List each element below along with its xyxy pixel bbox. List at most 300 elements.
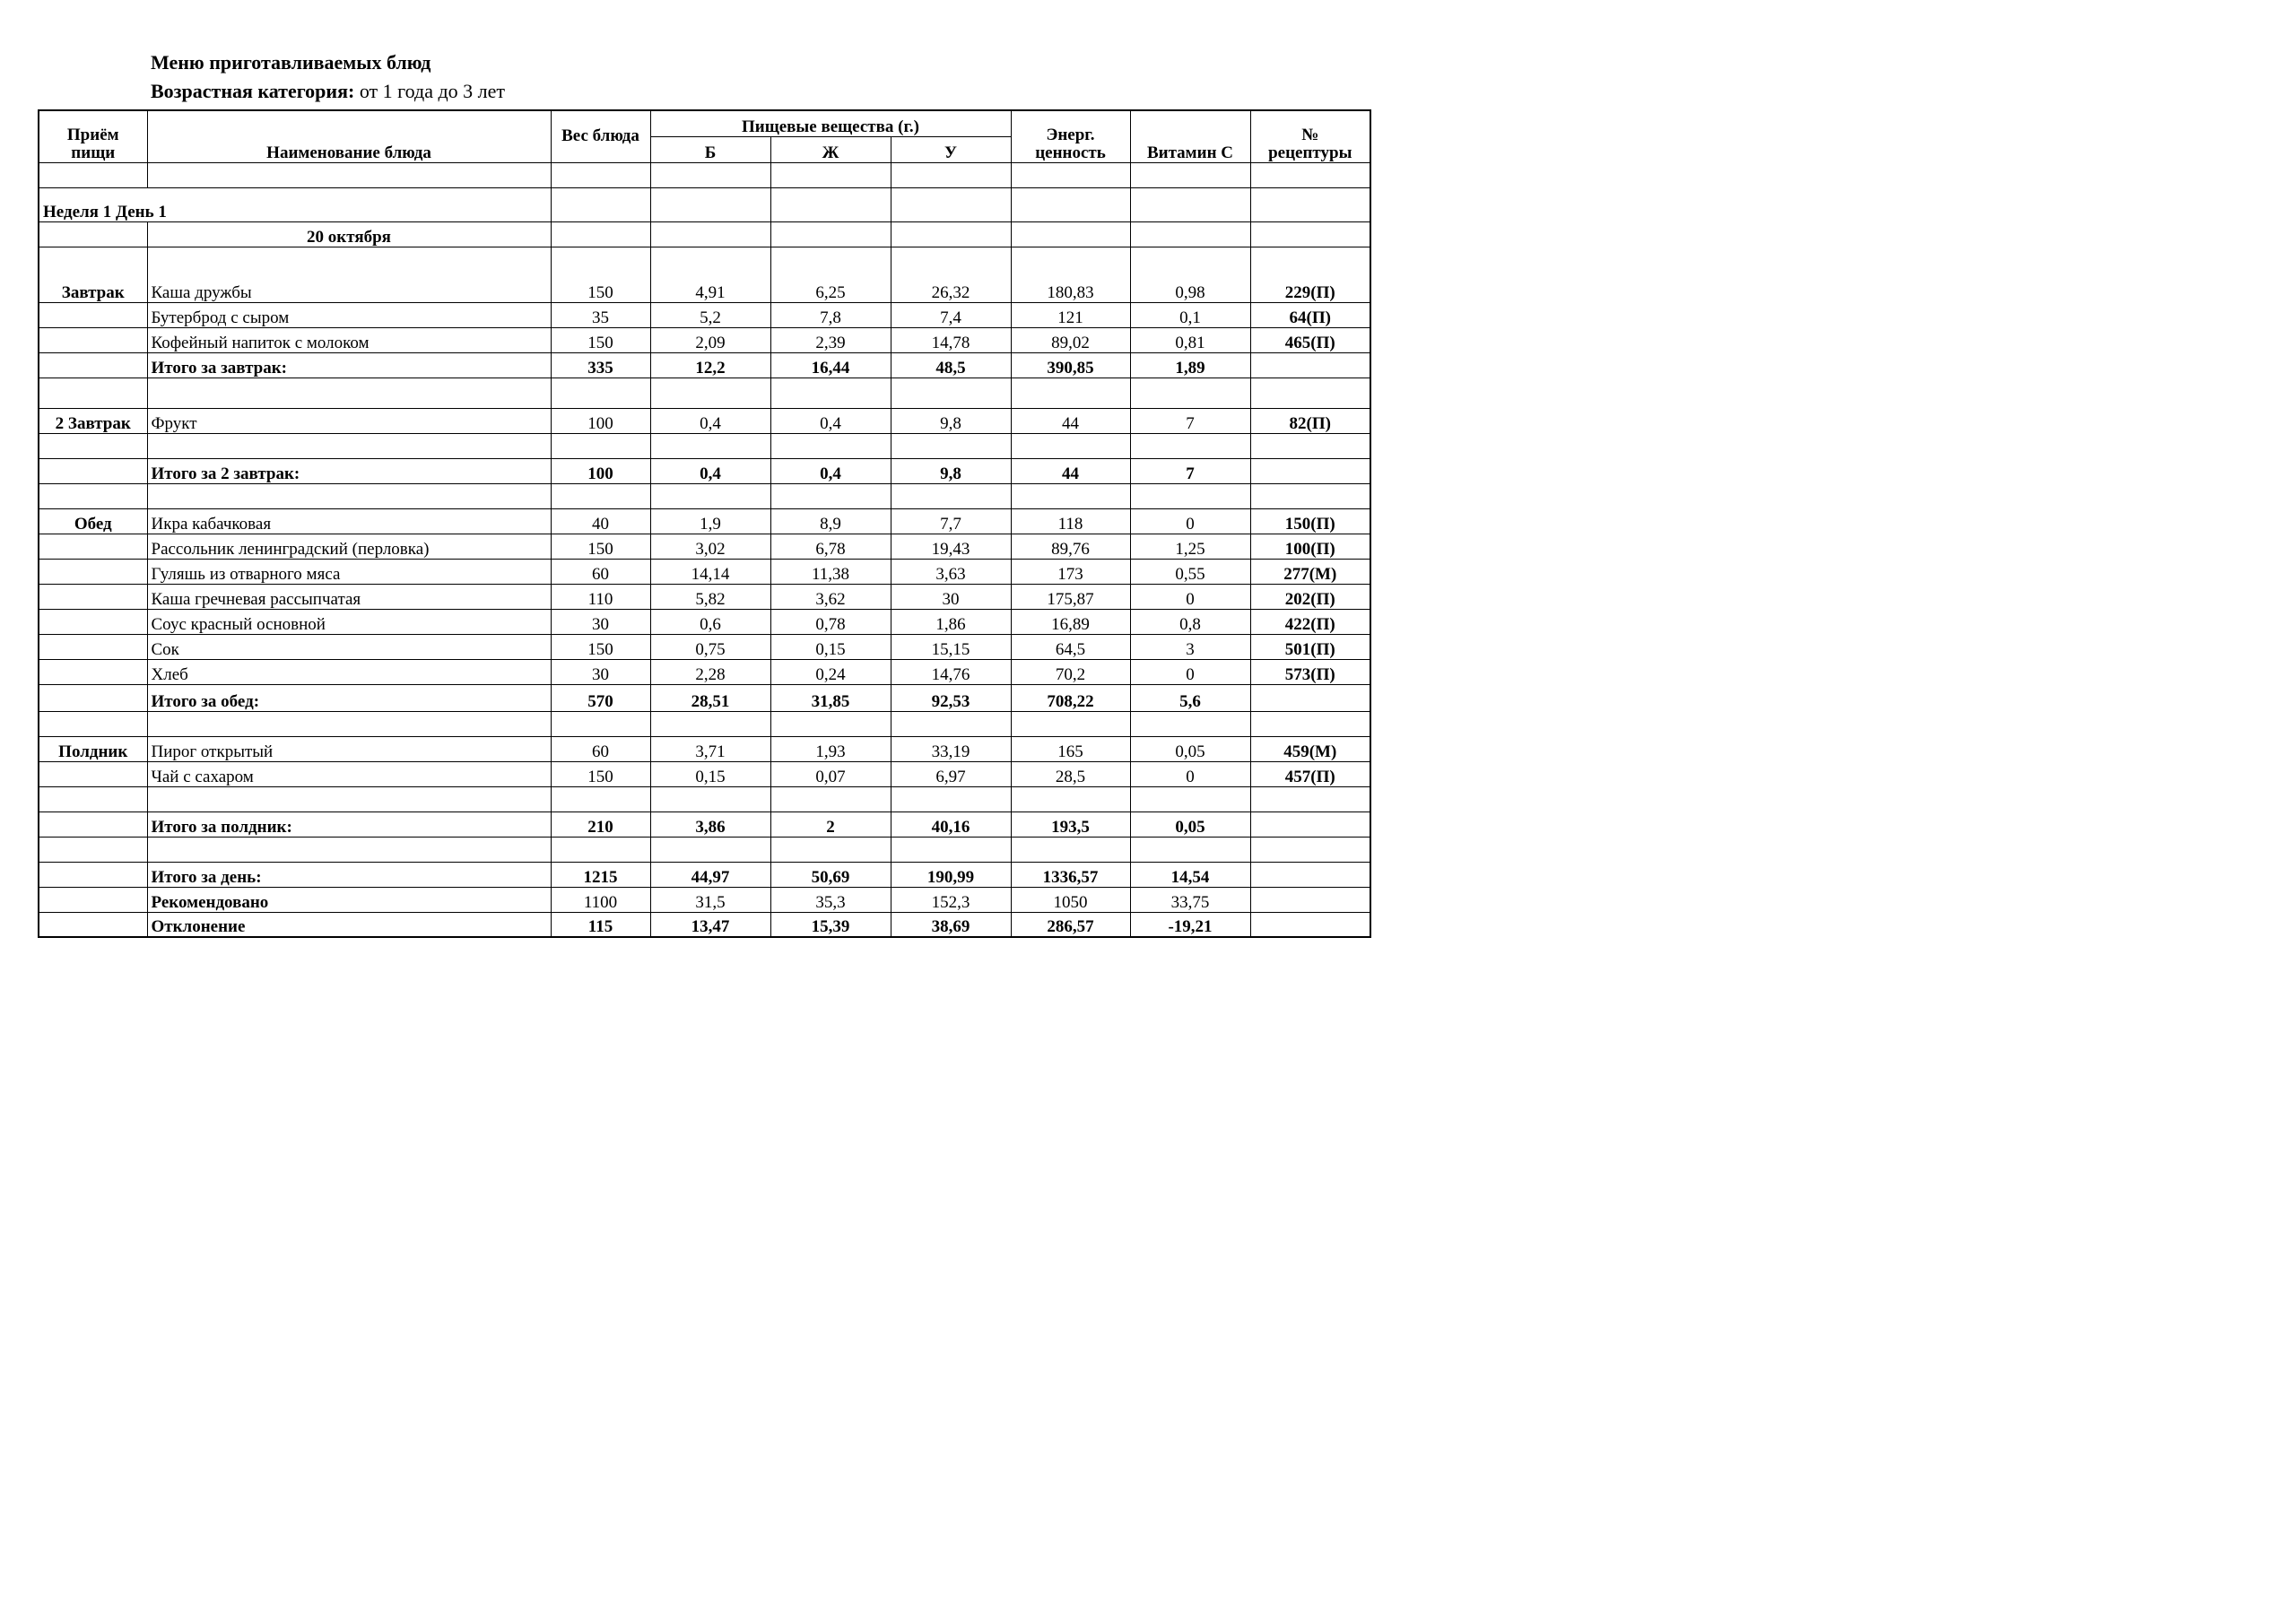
table-row: [39, 584, 1370, 609]
table-cell: 33,75: [1130, 887, 1250, 912]
table-cell: 50,69: [770, 862, 891, 887]
table-cell: 277(М): [1250, 559, 1370, 584]
document-title: Меню приготавливаемых блюд: [151, 51, 431, 74]
table-cell: 465(П): [1250, 327, 1370, 352]
table-cell: 60: [551, 559, 650, 584]
total-row: [39, 812, 1370, 837]
table-cell: 0: [1130, 584, 1250, 609]
header-dish: Наименование блюда: [147, 110, 551, 162]
empty-cell: [650, 378, 770, 408]
empty-cell: [551, 711, 650, 736]
table-cell: 0: [1130, 508, 1250, 534]
table-cell: 1,86: [891, 609, 1011, 634]
table-cell: 708,22: [1011, 684, 1130, 711]
table-row: [39, 508, 1370, 534]
table-cell: 33,19: [891, 736, 1011, 761]
empty-cell: [39, 887, 147, 912]
empty-cell: [1250, 711, 1370, 736]
table-cell: 3,63: [891, 559, 1011, 584]
empty-cell: [770, 378, 891, 408]
table-cell: 0,8: [1130, 609, 1250, 634]
empty-cell: [39, 162, 147, 187]
table-cell: 150: [551, 247, 650, 302]
empty-cell: [39, 837, 147, 862]
table-cell: 0,4: [770, 408, 891, 433]
empty-cell: [39, 684, 147, 711]
empty-cell: [770, 221, 891, 247]
table-cell: 3,71: [650, 736, 770, 761]
table-cell: Каша гречневая рассыпчатая: [147, 584, 551, 609]
empty-row: [39, 378, 1370, 408]
table-cell: 175,87: [1011, 584, 1130, 609]
empty-cell: [1130, 221, 1250, 247]
table-cell: 13,47: [650, 912, 770, 937]
empty-cell: [39, 812, 147, 837]
table-cell: 31,5: [650, 887, 770, 912]
empty-cell: [1250, 352, 1370, 378]
table-cell: 173: [1011, 559, 1130, 584]
empty-cell: [770, 837, 891, 862]
table-cell: Итого за день:: [147, 862, 551, 887]
table-cell: 38,69: [891, 912, 1011, 937]
total-row: [39, 684, 1370, 711]
meal-label: Завтрак: [39, 247, 147, 302]
day-total-row: [39, 862, 1370, 887]
table-cell: 7: [1130, 408, 1250, 433]
table-cell: 11,38: [770, 559, 891, 584]
table-cell: 40,16: [891, 812, 1011, 837]
table-cell: 2,28: [650, 659, 770, 684]
table-cell: 30: [551, 659, 650, 684]
empty-cell: [1130, 711, 1250, 736]
table-cell: 0,4: [650, 458, 770, 483]
table-cell: Итого за 2 завтрак:: [147, 458, 551, 483]
table-cell: Пирог открытый: [147, 736, 551, 761]
table-cell: 1215: [551, 862, 650, 887]
empty-cell: [39, 433, 147, 458]
table-cell: Гуляшь из отварного мяса: [147, 559, 551, 584]
empty-cell: [39, 584, 147, 609]
header-energy: Энерг. ценность: [1011, 110, 1130, 162]
empty-cell: [39, 659, 147, 684]
table-cell: Чай с сахаром: [147, 761, 551, 786]
empty-cell: [1250, 433, 1370, 458]
empty-cell: [39, 534, 147, 559]
empty-cell: [1250, 221, 1370, 247]
table-cell: 229(П): [1250, 247, 1370, 302]
table-cell: 44: [1011, 458, 1130, 483]
empty-cell: [39, 912, 147, 937]
table-cell: 6,25: [770, 247, 891, 302]
recommended-row: [39, 887, 1370, 912]
table-cell: 7,8: [770, 302, 891, 327]
empty-cell: [1011, 837, 1130, 862]
table-cell: 64,5: [1011, 634, 1130, 659]
table-cell: 12,2: [650, 352, 770, 378]
table-cell: 0,78: [770, 609, 891, 634]
table-cell: 14,76: [891, 659, 1011, 684]
table-cell: 1,89: [1130, 352, 1250, 378]
table-row: [39, 247, 1370, 302]
table-cell: Кофейный напиток с молоком: [147, 327, 551, 352]
empty-cell: [39, 483, 147, 508]
table-cell: 28,51: [650, 684, 770, 711]
empty-cell: [1011, 378, 1130, 408]
table-cell: 121: [1011, 302, 1130, 327]
header-nutrients: Пищевые вещества (г.): [650, 110, 1011, 136]
empty-cell: [39, 302, 147, 327]
table-cell: 0,1: [1130, 302, 1250, 327]
table-cell: 30: [551, 609, 650, 634]
table-cell: 8,9: [770, 508, 891, 534]
empty-cell: [551, 162, 650, 187]
empty-row: [39, 483, 1370, 508]
table-cell: 335: [551, 352, 650, 378]
table-row: [39, 659, 1370, 684]
empty-row: [39, 433, 1370, 458]
table-cell: 9,8: [891, 458, 1011, 483]
table-cell: 9,8: [891, 408, 1011, 433]
table-cell: 150: [551, 327, 650, 352]
table-cell: 190,99: [891, 862, 1011, 887]
table-row: [39, 559, 1370, 584]
total-row: [39, 458, 1370, 483]
empty-cell: [1130, 433, 1250, 458]
empty-cell: [770, 187, 891, 221]
table-cell: 0,4: [770, 458, 891, 483]
empty-row: [39, 711, 1370, 736]
table-cell: Рассольник ленинградский (перловка): [147, 534, 551, 559]
table-cell: 0,05: [1130, 736, 1250, 761]
table-cell: 92,53: [891, 684, 1011, 711]
table-cell: 2,39: [770, 327, 891, 352]
deviation-row: [39, 912, 1370, 937]
table-cell: Сок: [147, 634, 551, 659]
table-cell: 44: [1011, 408, 1130, 433]
age-category: [151, 79, 505, 104]
empty-cell: [650, 711, 770, 736]
table-cell: 2,09: [650, 327, 770, 352]
table-cell: 152,3: [891, 887, 1011, 912]
table-cell: 0,15: [770, 634, 891, 659]
table-cell: 286,57: [1011, 912, 1130, 937]
table-cell: 15,39: [770, 912, 891, 937]
table-cell: 35: [551, 302, 650, 327]
table-cell: 0,75: [650, 634, 770, 659]
table-cell: 5,2: [650, 302, 770, 327]
table-cell: 457(П): [1250, 761, 1370, 786]
table-cell: 7,7: [891, 508, 1011, 534]
empty-cell: [650, 786, 770, 812]
table-cell: 4,91: [650, 247, 770, 302]
empty-cell: [1250, 812, 1370, 837]
empty-cell: [1250, 483, 1370, 508]
table-cell: Рекомендовано: [147, 887, 551, 912]
table-cell: 115: [551, 912, 650, 937]
table-cell: Соус красный основной: [147, 609, 551, 634]
table-cell: 3,86: [650, 812, 770, 837]
table-cell: 165: [1011, 736, 1130, 761]
empty-cell: [1011, 433, 1130, 458]
table-row: [39, 408, 1370, 433]
empty-cell: [551, 837, 650, 862]
table-cell: Итого за обед:: [147, 684, 551, 711]
table-cell: 0,81: [1130, 327, 1250, 352]
table-cell: 193,5: [1011, 812, 1130, 837]
empty-cell: [39, 711, 147, 736]
table-cell: 60: [551, 736, 650, 761]
age-category-value: от 1 года до 3 лет: [354, 80, 506, 102]
empty-cell: [891, 162, 1011, 187]
empty-cell: [39, 327, 147, 352]
empty-row: [39, 786, 1370, 812]
table-cell: 48,5: [891, 352, 1011, 378]
empty-cell: [39, 352, 147, 378]
empty-cell: [650, 187, 770, 221]
table-cell: 89,76: [1011, 534, 1130, 559]
table-cell: 0: [1130, 659, 1250, 684]
empty-cell: [147, 483, 551, 508]
empty-cell: [1130, 162, 1250, 187]
table-cell: 3,62: [770, 584, 891, 609]
table-cell: 5,6: [1130, 684, 1250, 711]
empty-cell: [1130, 483, 1250, 508]
table-cell: Икра кабачковая: [147, 508, 551, 534]
table-cell: 40: [551, 508, 650, 534]
table-cell: 30: [891, 584, 1011, 609]
empty-row: [39, 162, 1370, 187]
empty-cell: [551, 378, 650, 408]
table-cell: 1,93: [770, 736, 891, 761]
age-category-label: Возрастная категория:: [151, 80, 355, 102]
table-cell: 0: [1130, 761, 1250, 786]
meal-label: Полдник: [39, 736, 147, 761]
empty-cell: [1250, 862, 1370, 887]
empty-cell: [147, 786, 551, 812]
date-row: [39, 221, 1370, 247]
table-cell: Бутерброд с сыром: [147, 302, 551, 327]
table-cell: Хлеб: [147, 659, 551, 684]
table-row: [39, 736, 1370, 761]
table-cell: 44,97: [650, 862, 770, 887]
table-cell: 26,32: [891, 247, 1011, 302]
table-cell: 459(М): [1250, 736, 1370, 761]
table-cell: 1,25: [1130, 534, 1250, 559]
table-cell: 390,85: [1011, 352, 1130, 378]
empty-cell: [891, 837, 1011, 862]
table-cell: 0,15: [650, 761, 770, 786]
empty-cell: [891, 433, 1011, 458]
empty-cell: [551, 187, 650, 221]
empty-cell: [551, 433, 650, 458]
table-cell: 35,3: [770, 887, 891, 912]
table-cell: 150: [551, 634, 650, 659]
empty-cell: [770, 786, 891, 812]
table-cell: Итого за полдник:: [147, 812, 551, 837]
table-cell: 16,89: [1011, 609, 1130, 634]
table-cell: 0,55: [1130, 559, 1250, 584]
table-cell: 118: [1011, 508, 1130, 534]
empty-cell: [1250, 378, 1370, 408]
empty-cell: [147, 378, 551, 408]
table-cell: 110: [551, 584, 650, 609]
table-row: [39, 609, 1370, 634]
table-row: [39, 534, 1370, 559]
empty-cell: [39, 559, 147, 584]
empty-cell: [147, 837, 551, 862]
empty-cell: [1130, 837, 1250, 862]
empty-cell: [650, 483, 770, 508]
table-cell: 573(П): [1250, 659, 1370, 684]
header-meal: Приём пищи: [39, 110, 147, 162]
header-recipe: № рецептуры: [1250, 110, 1370, 162]
table-cell: 1,9: [650, 508, 770, 534]
empty-cell: [891, 187, 1011, 221]
table-cell: 100(П): [1250, 534, 1370, 559]
empty-cell: [770, 483, 891, 508]
empty-cell: [891, 711, 1011, 736]
empty-cell: [1011, 187, 1130, 221]
table-cell: 89,02: [1011, 327, 1130, 352]
empty-cell: [39, 786, 147, 812]
table-cell: 3,02: [650, 534, 770, 559]
empty-row: [39, 837, 1370, 862]
table-cell: Каша дружбы: [147, 247, 551, 302]
table-row: [39, 327, 1370, 352]
empty-cell: [1130, 187, 1250, 221]
table-cell: 19,43: [891, 534, 1011, 559]
empty-cell: [39, 862, 147, 887]
table-cell: 7: [1130, 458, 1250, 483]
table-cell: 0,07: [770, 761, 891, 786]
empty-cell: [770, 711, 891, 736]
table-cell: Фрукт: [147, 408, 551, 433]
header-fat: Ж: [770, 136, 891, 162]
table-cell: 14,14: [650, 559, 770, 584]
table-cell: 3: [1130, 634, 1250, 659]
empty-cell: [147, 711, 551, 736]
empty-cell: [891, 378, 1011, 408]
table-cell: Итого за завтрак:: [147, 352, 551, 378]
empty-cell: [1250, 458, 1370, 483]
meal-label: 2 Завтрак: [39, 408, 147, 433]
empty-cell: [551, 786, 650, 812]
empty-cell: [39, 458, 147, 483]
header-weight: Вес блюда: [551, 110, 650, 162]
empty-cell: [1011, 786, 1130, 812]
table-cell: 0,6: [650, 609, 770, 634]
empty-cell: [39, 761, 147, 786]
table-cell: 1336,57: [1011, 862, 1130, 887]
table-cell: Отклонение: [147, 912, 551, 937]
empty-cell: [1130, 786, 1250, 812]
table-cell: 0,4: [650, 408, 770, 433]
total-row: [39, 352, 1370, 378]
table-cell: 2: [770, 812, 891, 837]
header-protein: Б: [650, 136, 770, 162]
empty-cell: [1011, 483, 1130, 508]
table-cell: 1100: [551, 887, 650, 912]
empty-cell: [1250, 187, 1370, 221]
table-cell: 70,2: [1011, 659, 1130, 684]
empty-cell: [147, 162, 551, 187]
table-cell: 31,85: [770, 684, 891, 711]
empty-cell: [39, 378, 147, 408]
table-cell: 6,78: [770, 534, 891, 559]
empty-cell: [1011, 711, 1130, 736]
empty-cell: [891, 221, 1011, 247]
table-cell: 570: [551, 684, 650, 711]
empty-cell: [650, 221, 770, 247]
empty-cell: [770, 433, 891, 458]
table-cell: 150: [551, 761, 650, 786]
empty-cell: [1250, 912, 1370, 937]
empty-cell: [39, 609, 147, 634]
empty-cell: [1250, 837, 1370, 862]
table-cell: 15,15: [891, 634, 1011, 659]
table-cell: 14,78: [891, 327, 1011, 352]
empty-cell: [650, 837, 770, 862]
empty-cell: [551, 221, 650, 247]
empty-cell: [770, 162, 891, 187]
header-vitamin-c: Витамин С: [1130, 110, 1250, 162]
table-cell: 6,97: [891, 761, 1011, 786]
empty-cell: [1250, 162, 1370, 187]
empty-cell: [147, 433, 551, 458]
date-label: 20 октября: [147, 221, 551, 247]
table-cell: 14,54: [1130, 862, 1250, 887]
table-cell: 1050: [1011, 887, 1130, 912]
table-cell: 7,4: [891, 302, 1011, 327]
menu-table: [38, 109, 1371, 938]
table-cell: 180,83: [1011, 247, 1130, 302]
empty-cell: [1011, 221, 1130, 247]
table-cell: 501(П): [1250, 634, 1370, 659]
table-cell: 28,5: [1011, 761, 1130, 786]
empty-cell: [1250, 887, 1370, 912]
empty-cell: [891, 483, 1011, 508]
table-cell: 150: [551, 534, 650, 559]
table-cell: 202(П): [1250, 584, 1370, 609]
table-cell: 0,05: [1130, 812, 1250, 837]
empty-cell: [891, 786, 1011, 812]
table-row: [39, 761, 1370, 786]
meal-label: Обед: [39, 508, 147, 534]
table-cell: 5,82: [650, 584, 770, 609]
table-row: [39, 302, 1370, 327]
week-day-row: [39, 187, 1370, 221]
table-cell: 100: [551, 458, 650, 483]
empty-cell: [1250, 684, 1370, 711]
empty-cell: [650, 162, 770, 187]
table-cell: 16,44: [770, 352, 891, 378]
table-cell: 0,98: [1130, 247, 1250, 302]
table-cell: 64(П): [1250, 302, 1370, 327]
table-cell: -19,21: [1130, 912, 1250, 937]
table-cell: 100: [551, 408, 650, 433]
table-cell: 150(П): [1250, 508, 1370, 534]
empty-cell: [551, 483, 650, 508]
table-cell: 0,24: [770, 659, 891, 684]
table-cell: 82(П): [1250, 408, 1370, 433]
empty-cell: [1130, 378, 1250, 408]
table-cell: 210: [551, 812, 650, 837]
empty-cell: [1011, 162, 1130, 187]
header-carbs: У: [891, 136, 1011, 162]
table-row: [39, 634, 1370, 659]
week-day-label: Неделя 1 День 1: [39, 187, 551, 221]
empty-cell: [39, 221, 147, 247]
